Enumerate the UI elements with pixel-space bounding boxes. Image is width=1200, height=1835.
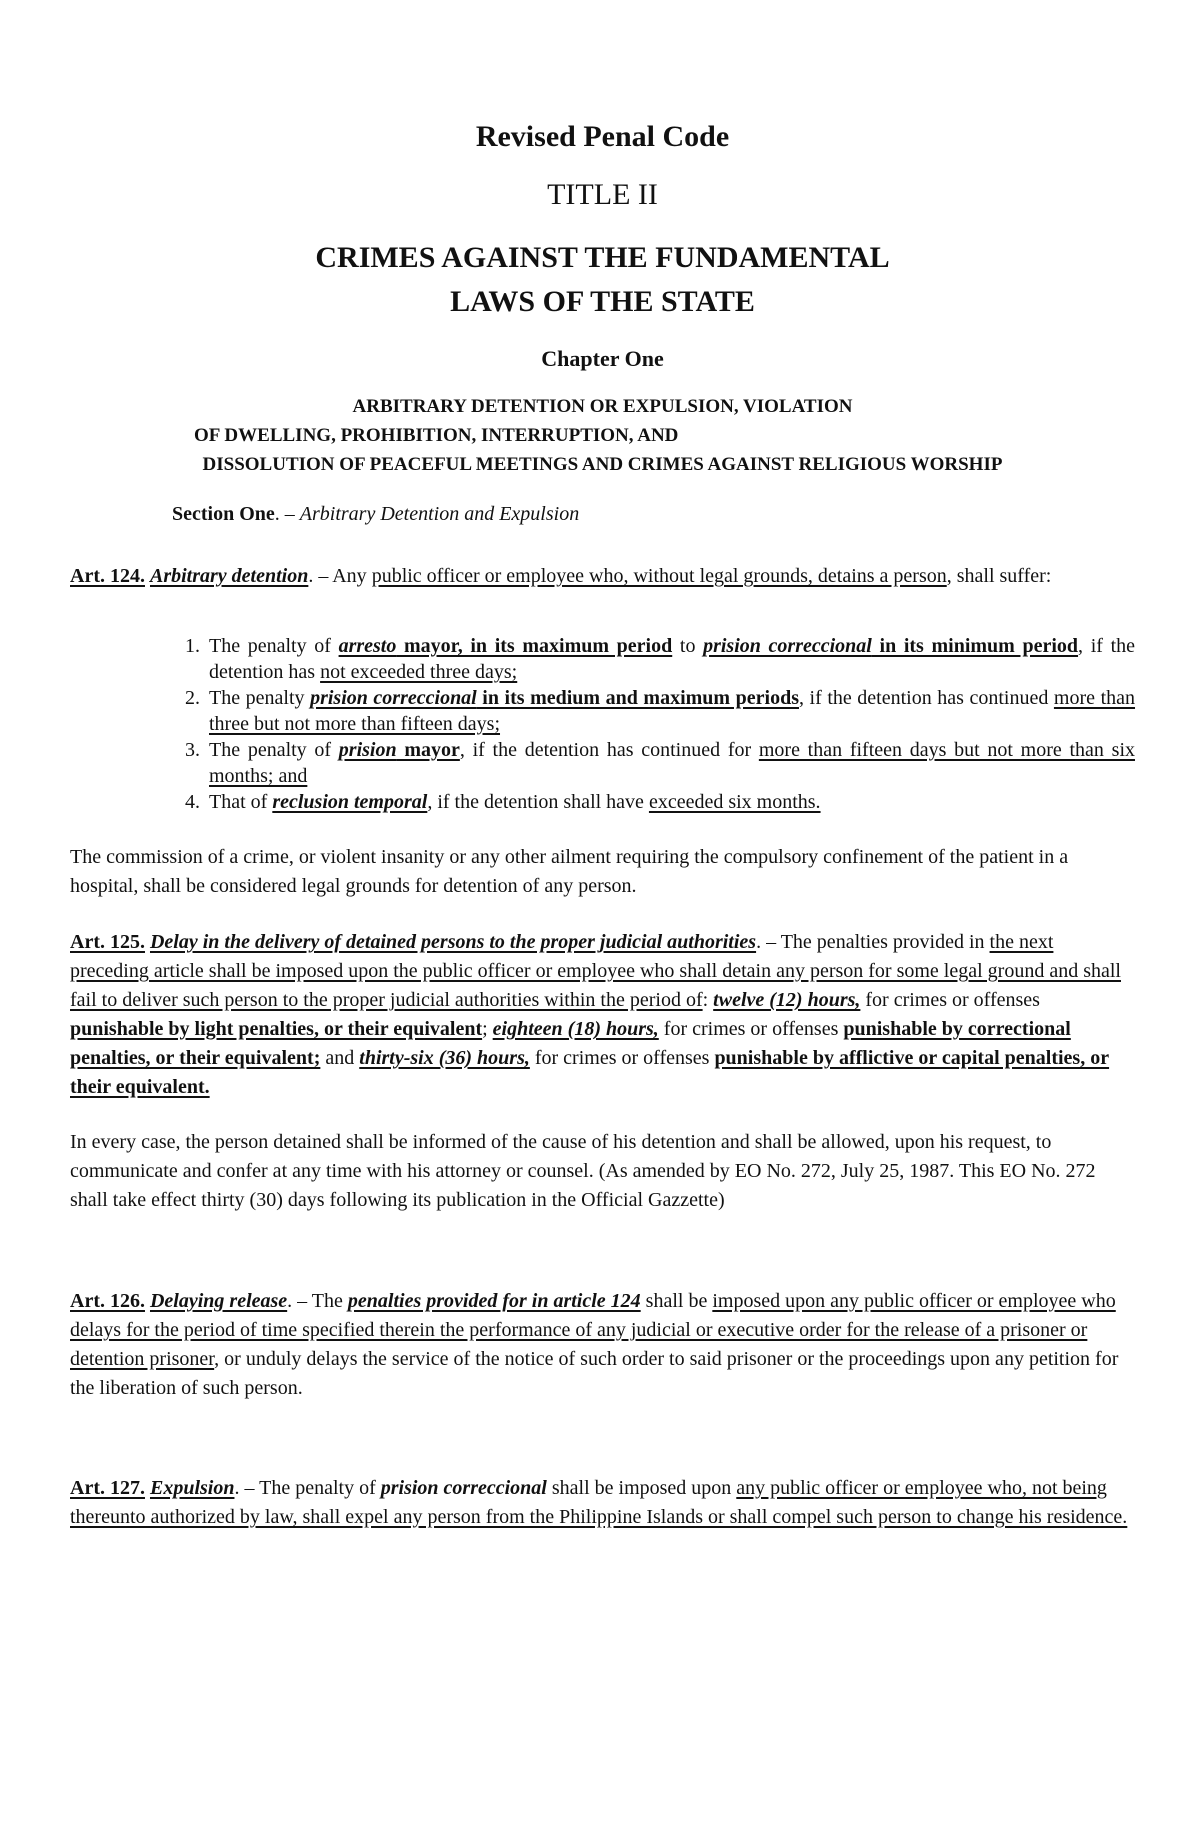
art-125-for-1: for crimes or offenses [860, 989, 1040, 1011]
title-number: TITLE II [547, 178, 658, 211]
chapter-heading: Chapter One [541, 346, 664, 371]
item-3-duration: more than fifteen days but not more than six months; and [209, 739, 1135, 787]
art-125-correctional-penalties: punishable by correctional penalties, or their equivalent; [70, 1018, 1071, 1069]
item-2-periods: in its medium and maximum periods [476, 687, 799, 709]
list-item [205, 633, 1135, 685]
art-126-separator: . – The [287, 1290, 348, 1312]
title-name [70, 236, 1135, 324]
list-item [205, 789, 1135, 815]
art-124-penalty-list [70, 633, 1135, 815]
art-126-paragraph [70, 1287, 1135, 1403]
art-124-paragraph-2: The commission of a crime, or violent insanity or any other ailment requiring the compulsory confinement of the patient in a hospital, shall be considered legal grounds for detention of any person. [70, 846, 1069, 897]
art-125-afflictive-penalties: punishable by afflictive or capital penalties, or their equivalent. [70, 1047, 1110, 1098]
art-125-semicolon: ; [482, 1018, 493, 1040]
art-127-paragraph [70, 1474, 1135, 1532]
item-4-duration: exceeded six months. [648, 791, 821, 813]
doc-title: Revised Penal Code [475, 120, 730, 153]
item-1-text-a: The penalty of [209, 635, 339, 657]
list-item [205, 685, 1135, 737]
chapter-subtitle-line-2: OF DWELLING, PROHIBITION, INTERRUPTION, AND [194, 425, 679, 446]
item-1-mayor-period: mayor, in its maximum period [396, 635, 673, 657]
art-125-for-2: for crimes or offenses [658, 1018, 844, 1040]
item-1-text-f: , if the detention has [209, 635, 1135, 683]
art-125-twelve-hours: twelve (12) hours, [713, 989, 861, 1011]
item-2-text-d: , if the detention has continued [799, 687, 1054, 709]
item-1-prision: prision correccional [703, 635, 872, 657]
chapter-subtitle [70, 392, 1135, 479]
art-124-number: Art. 124. [70, 565, 145, 587]
item-3-text-d: , if the detention has continued for [459, 739, 759, 761]
art-125-thirtysix-hours: thirty-six (36) hours, [359, 1047, 530, 1069]
art-125-separator: . – The penalties provided in [756, 931, 990, 953]
section-label: Section One [172, 503, 275, 525]
item-4-reclusion: reclusion temporal [272, 791, 428, 813]
art-127-text-underlined: any public officer or employee who, not being thereunto authorized by law, shall expel any person from the Philippine Islands or shall compel such person to change his residence. [70, 1477, 1128, 1528]
art-125-colon: : [702, 989, 714, 1011]
art-125-number: Art. 125. [70, 931, 145, 953]
art-125-for-3: for crimes or offenses [529, 1047, 715, 1069]
art-124-separator: . – Any [308, 565, 372, 587]
item-2-duration: more than three but not more than fifteen days; [209, 687, 1136, 735]
item-2-prision: prision correccional [310, 687, 477, 709]
item-1-arresto: arresto [338, 635, 397, 657]
art-126-text-end: , or unduly delays the service of the notice of such order to said prisoner or the proceedings upon any petition for the liberation of such person. [70, 1348, 1119, 1399]
item-4-text-c: , if the detention shall have [427, 791, 649, 813]
title-name-line-2: LAWS OF THE STATE [450, 285, 755, 318]
art-125-and: and [320, 1047, 360, 1069]
art-125-paragraph [70, 928, 1135, 1102]
art-127-separator: . – The penalty of [234, 1477, 381, 1499]
art-126-number: Art. 126. [70, 1290, 145, 1312]
art-125-eighteen-hours: eighteen (18) hours, [492, 1018, 659, 1040]
section-name: Arbitrary Detention and Expulsion [299, 503, 580, 525]
item-3-prision: prision [338, 739, 397, 761]
art-125-text-underlined: the next preceding article shall be imposed upon the public officer or employee who shall detain any person for some legal ground and shall fail to deliver such person to the proper judicial authorities within the period of [70, 931, 1121, 1011]
art-127-number: Art. 127. [70, 1477, 145, 1499]
art-126-reference: penalties provided for in article 124 [347, 1290, 641, 1312]
art-127-penalty: prision correccional [380, 1477, 547, 1499]
item-2-text-a: The penalty [209, 687, 311, 709]
art-124-text-end: , shall suffer: [946, 565, 1052, 587]
section-heading [172, 503, 1135, 526]
art-124-paragraph [70, 562, 1135, 591]
art-127-shall: shall be imposed upon [546, 1477, 737, 1499]
art-127-name: Expulsion [149, 1477, 235, 1499]
art-125-name: Delay in the delivery of detained persons to the proper judicial authorities [149, 931, 757, 953]
item-4-text-a: That of [209, 791, 273, 813]
art-124-text-underlined: public officer or employee who, without legal grounds, detains a person [371, 565, 947, 587]
art-126-text-underlined: imposed upon any public officer or employee who delays for the period of time specified therein the performance of any judicial or executive order for the release of a prisoner or detention prisoner [70, 1290, 1116, 1370]
art-126-name: Delaying release [149, 1290, 288, 1312]
chapter-subtitle-line-1: ARBITRARY DETENTION OR EXPULSION, VIOLATION [352, 396, 853, 417]
art-125-paragraph-2: In every case, the person detained shall be informed of the cause of his detention and shall be allowed, upon his request, to communicate and confer at any time with his attorney or counsel. (As amended by EO No. 272, July 25, 1987. This EO No. 272 shall take effect thirty (30) days following its publication in the Official Gazzette) [70, 1131, 1096, 1211]
art-125-light-penalties: punishable by light penalties, or their equivalent [70, 1018, 483, 1040]
item-3-text-a: The penalty of [209, 739, 339, 761]
document-page [70, 120, 1135, 1532]
item-3-mayor: mayor [396, 739, 460, 761]
list-item [205, 737, 1135, 789]
art-126-shall: shall be [640, 1290, 713, 1312]
chapter-subtitle-line-3: DISSOLUTION OF PEACEFUL MEETINGS AND CRIMES AGAINST RELIGIOUS WORSHIP [202, 454, 1003, 475]
art-124-name: Arbitrary detention [149, 565, 309, 587]
item-1-to: to [672, 635, 704, 657]
section-separator: . – [274, 503, 300, 525]
title-name-line-1: CRIMES AGAINST THE FUNDAMENTAL [315, 241, 890, 274]
item-1-minimum-period: in its minimum period [871, 635, 1079, 657]
item-1-duration: not exceeded three days; [320, 661, 518, 683]
